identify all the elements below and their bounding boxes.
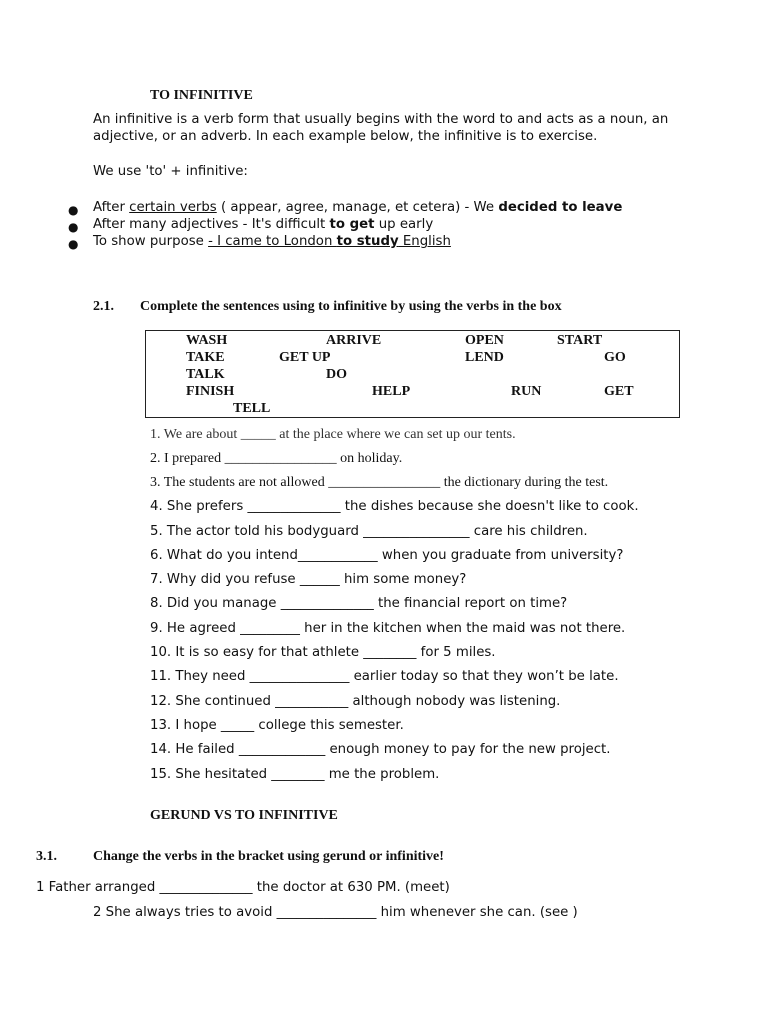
sentence-13: 13. I hope _____ college this semester. — [150, 718, 404, 733]
sentence-14: 14. He failed _____________ enough money to pay for the new project. — [150, 742, 611, 757]
page-title: TO INFINITIVE — [150, 88, 253, 103]
section-3-heading: Change the verbs in the bracket using gerund or infinitive! — [93, 849, 444, 864]
sentence-1: 1. We are about _____ at the place where we can set up our tents. — [150, 427, 516, 442]
sentence-7: 7. Why did you refuse ______ him some money? — [150, 572, 467, 587]
sentence-9: 9. He agreed _________ her in the kitchen when the maid was not there. — [150, 621, 626, 636]
verb-wash: WASH — [186, 333, 228, 348]
verb-start: START — [557, 333, 603, 348]
question-2: 2 She always tries to avoid _______________ him whenever she can. (see ) — [93, 905, 578, 920]
bullet-purpose: To show purpose - I came to London to study English — [93, 234, 451, 249]
bullet-certain-verbs: After certain verbs ( appear, agree, manage, et cetera) - We decided to leave — [93, 200, 623, 215]
certain-verbs-link[interactable]: certain verbs — [129, 200, 217, 215]
sentence-10: 10. It is so easy for that athlete ________ for 5 miles. — [150, 645, 496, 660]
verb-get-up: GET UP — [279, 350, 331, 365]
usage-line: We use 'to' + infinitive: — [93, 164, 248, 179]
sentence-2: 2. I prepared ________________ on holiday. — [150, 451, 403, 466]
sentence-5: 5. The actor told his bodyguard ________________ care his children. — [150, 524, 588, 539]
verb-arrive: ARRIVE — [326, 333, 382, 348]
sentence-4: 4. She prefers ______________ the dishes because she doesn't like to cook. — [150, 499, 639, 514]
sentence-8: 8. Did you manage ______________ the financial report on time? — [150, 596, 568, 611]
verb-go: GO — [604, 350, 626, 365]
verb-box — [145, 330, 680, 418]
verb-open: OPEN — [465, 333, 504, 348]
verb-lend: LEND — [465, 350, 504, 365]
verb-tell: TELL — [233, 401, 271, 416]
intro-line-1: An infinitive is a verb form that usually begins with the word to and acts as a noun, an — [93, 112, 669, 127]
sentence-3: 3. The students are not allowed ________________ the dictionary during the test. — [150, 475, 609, 490]
section-3-number: 3.1. — [36, 849, 57, 864]
sentence-11: 11. They need _______________ earlier today so that they won’t be late. — [150, 669, 619, 684]
verb-take: TAKE — [186, 350, 225, 365]
sentence-12: 12. She continued ___________ although nobody was listening. — [150, 694, 561, 709]
verb-do: DO — [326, 367, 347, 382]
sentence-15: 15. She hesitated ________ me the problem. — [150, 767, 440, 782]
bullet-dot: ● — [68, 220, 79, 234]
verb-help: HELP — [372, 384, 411, 399]
question-1: 1 Father arranged ______________ the doctor at 630 PM. (meet) — [36, 880, 450, 895]
verb-run: RUN — [511, 384, 542, 399]
section-2-heading: Complete the sentences using to infinitive by using the verbs in the box — [140, 299, 562, 314]
intro-line-2: adjective, or an adverb. In each example below, the infinitive is to exercise. — [93, 129, 598, 144]
bullet-dot: ● — [68, 203, 79, 217]
gerund-section-title: GERUND VS TO INFINITIVE — [150, 808, 338, 823]
sentence-6: 6. What do you intend____________ when you graduate from university? — [150, 548, 624, 563]
verb-talk: TALK — [186, 367, 225, 382]
verb-finish: FINISH — [186, 384, 235, 399]
verb-get: GET — [604, 384, 634, 399]
bullet-adjectives: After many adjectives - It's difficult to get up early — [93, 217, 434, 232]
section-2-number: 2.1. — [93, 299, 114, 314]
bullet-dot: ● — [68, 237, 79, 251]
